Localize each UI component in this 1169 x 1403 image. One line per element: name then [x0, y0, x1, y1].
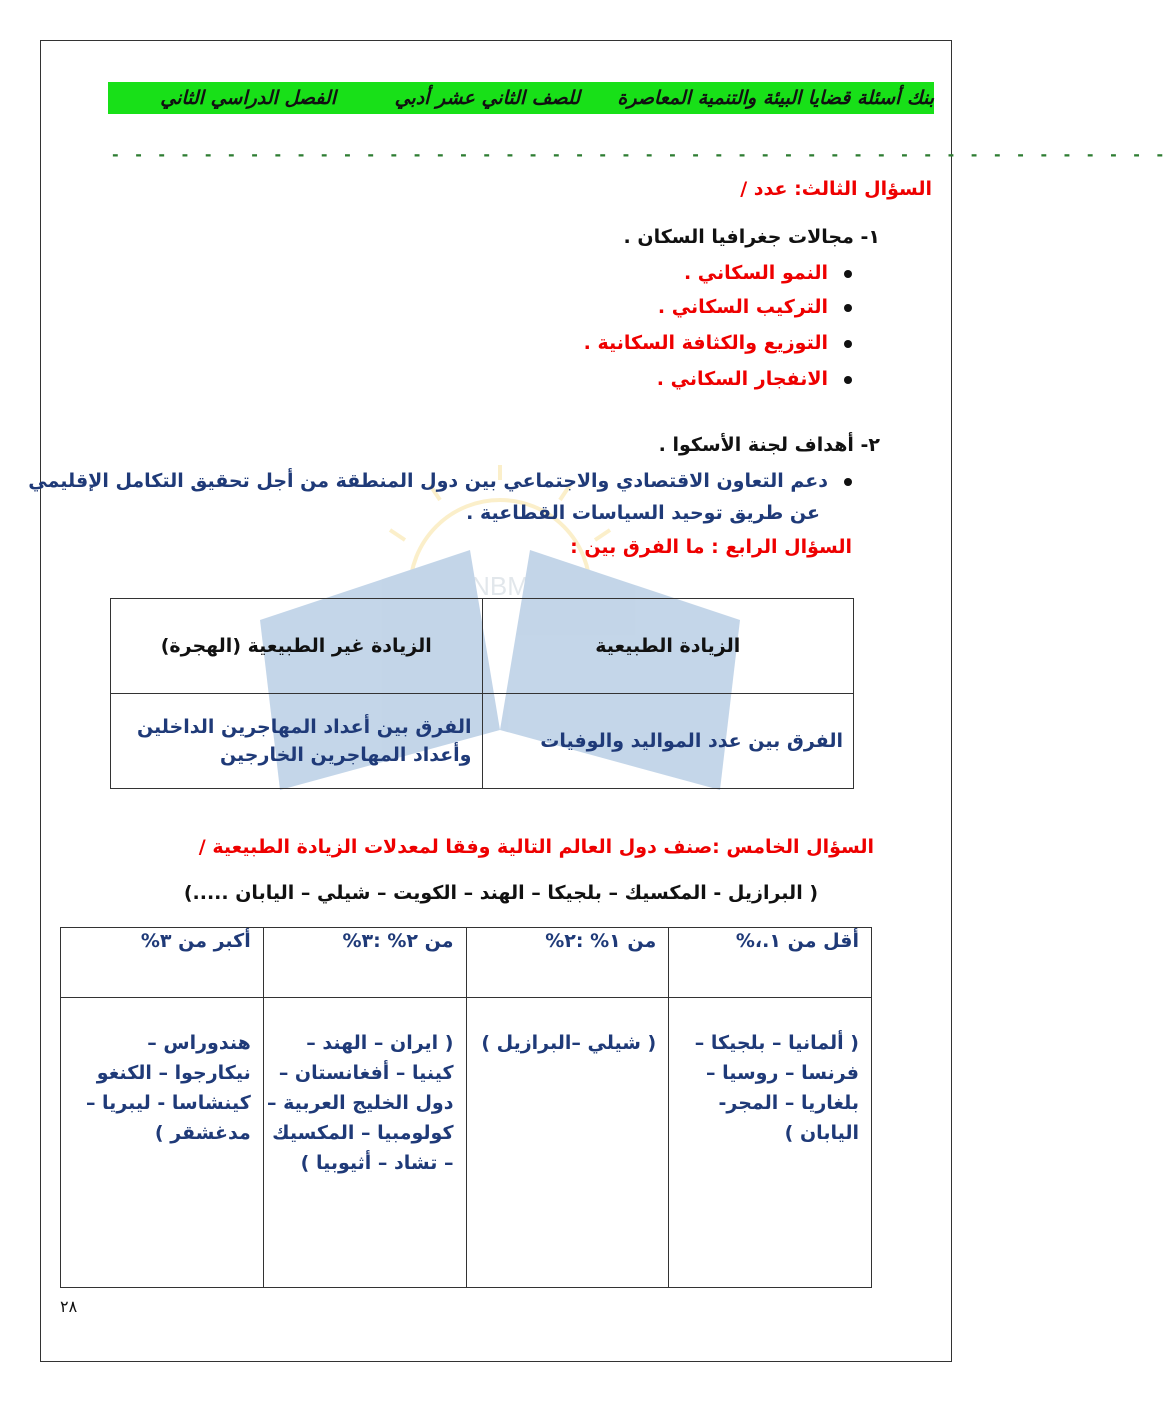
- cell-line: – تشاد – أثيوبيا ): [300, 1152, 454, 1174]
- table-header-cell: من ١% :٢%: [466, 928, 669, 998]
- dashed-divider: - - - - - - - - - - - - - - - - - - - - - - - - - - - - - - - - - - - - - - - - - - - - - -: [112, 145, 1169, 164]
- bullet-icon: [844, 376, 852, 384]
- q3-bullet-3: [584, 332, 852, 354]
- q3-item1-title: ١- مجالات جغرافيا السكان .: [623, 226, 880, 248]
- table-header-cell: أكبر من ٣%: [61, 928, 264, 998]
- cell-line: بلغاريا – المجر-: [718, 1092, 859, 1114]
- bullet-text: دعم التعاون الاقتصادي والاجتماعي بين دول المنطقة من أجل تحقيق التكامل الإقليمي: [28, 470, 828, 492]
- bullet-text: الانفجار السكاني .: [656, 368, 828, 390]
- page-number: ٢٨: [60, 1297, 78, 1316]
- bullet-icon: [844, 270, 852, 278]
- cell-line: وأعداد المهاجرين الخارجين: [219, 744, 472, 766]
- country-list: ( البرازيل - المكسيك – بلجيكا – الهند – الكويت – شيلي – اليابان .....): [183, 882, 818, 904]
- header-title: بنك أسئلة قضايا البيئة والتنمية المعاصرة: [617, 87, 934, 109]
- q3-goal-line1: [28, 470, 852, 492]
- table-header-cell: الزيادة الطبيعية: [482, 599, 854, 694]
- cell-line: ( شيلي –البرازيل ): [481, 1032, 657, 1054]
- cell-line: ( ألمانيا – بلجيكا –: [694, 1032, 859, 1054]
- table-cell: [61, 998, 264, 1288]
- cell-line: نيكارجوا – الكنغو: [96, 1062, 251, 1084]
- bullet-text: النمو السكاني .: [683, 262, 828, 284]
- q3-goal-line2: عن طريق توحيد السياسات القطاعية .: [466, 502, 820, 524]
- question-5-title: السؤال الخامس :صنف دول العالم التالية وفقا لمعدلات الزيادة الطبيعية /: [198, 836, 874, 858]
- table-header-cell: من ٢% :٣%: [263, 928, 466, 998]
- q3-bullet-1: [684, 262, 852, 284]
- header-term: الفصل الدراسي الثاني: [160, 87, 336, 109]
- table-cell: الفرق بين عدد المواليد والوفيات: [482, 694, 854, 789]
- cell-line: كينشاسا - ليبريا –: [85, 1092, 251, 1114]
- cell-line: فرنسا – روسيا –: [705, 1062, 859, 1084]
- cell-line: الفرق بين أعداد المهاجرين الداخلين: [136, 716, 472, 738]
- difference-table: [110, 598, 854, 789]
- page-header: [108, 82, 934, 114]
- classification-table: [60, 927, 872, 1288]
- cell-line: دول الخليج العربية –: [266, 1092, 454, 1114]
- bullet-icon: [844, 478, 852, 486]
- table-header-row: [111, 599, 854, 694]
- table-header-cell: أقل من ١.،%: [669, 928, 872, 998]
- q3-bullet-2: [658, 296, 852, 318]
- table-cell: [263, 998, 466, 1288]
- bullet-icon: [844, 340, 852, 348]
- cell-line: هندوراس –: [147, 1032, 251, 1054]
- q3-item2-title: ٢- أهداف لجنة الأسكوا .: [658, 434, 880, 456]
- cell-line: ( ايران – الهند –: [306, 1032, 454, 1054]
- table-row: [61, 998, 872, 1288]
- header-grade: للصف الثاني عشر أدبي: [394, 87, 580, 109]
- cell-line: كولومبيا – المكسيك: [272, 1122, 454, 1144]
- watermark-text: NBM: [471, 571, 529, 601]
- table-row: [111, 694, 854, 789]
- question-3-title: السؤال الثالث: عدد /: [740, 178, 932, 200]
- bullet-icon: [844, 304, 852, 312]
- q3-bullet-4: [657, 368, 852, 390]
- cell-line: كينيا – أفغانستان –: [278, 1062, 454, 1084]
- cell-line: اليابان ): [784, 1122, 859, 1144]
- table-header-cell: الزيادة غير الطبيعية (الهجرة): [111, 599, 483, 694]
- table-cell: [466, 998, 669, 1288]
- table-cell: [111, 694, 483, 789]
- cell-line: مدغشقر ): [154, 1122, 251, 1144]
- table-header-row: [61, 928, 872, 998]
- question-4-title: السؤال الرابع : ما الفرق بين :: [570, 536, 852, 558]
- table-cell: [669, 998, 872, 1288]
- bullet-text: التركيب السكاني .: [657, 296, 828, 318]
- bullet-text: التوزيع والكثافة السكانية .: [583, 332, 828, 354]
